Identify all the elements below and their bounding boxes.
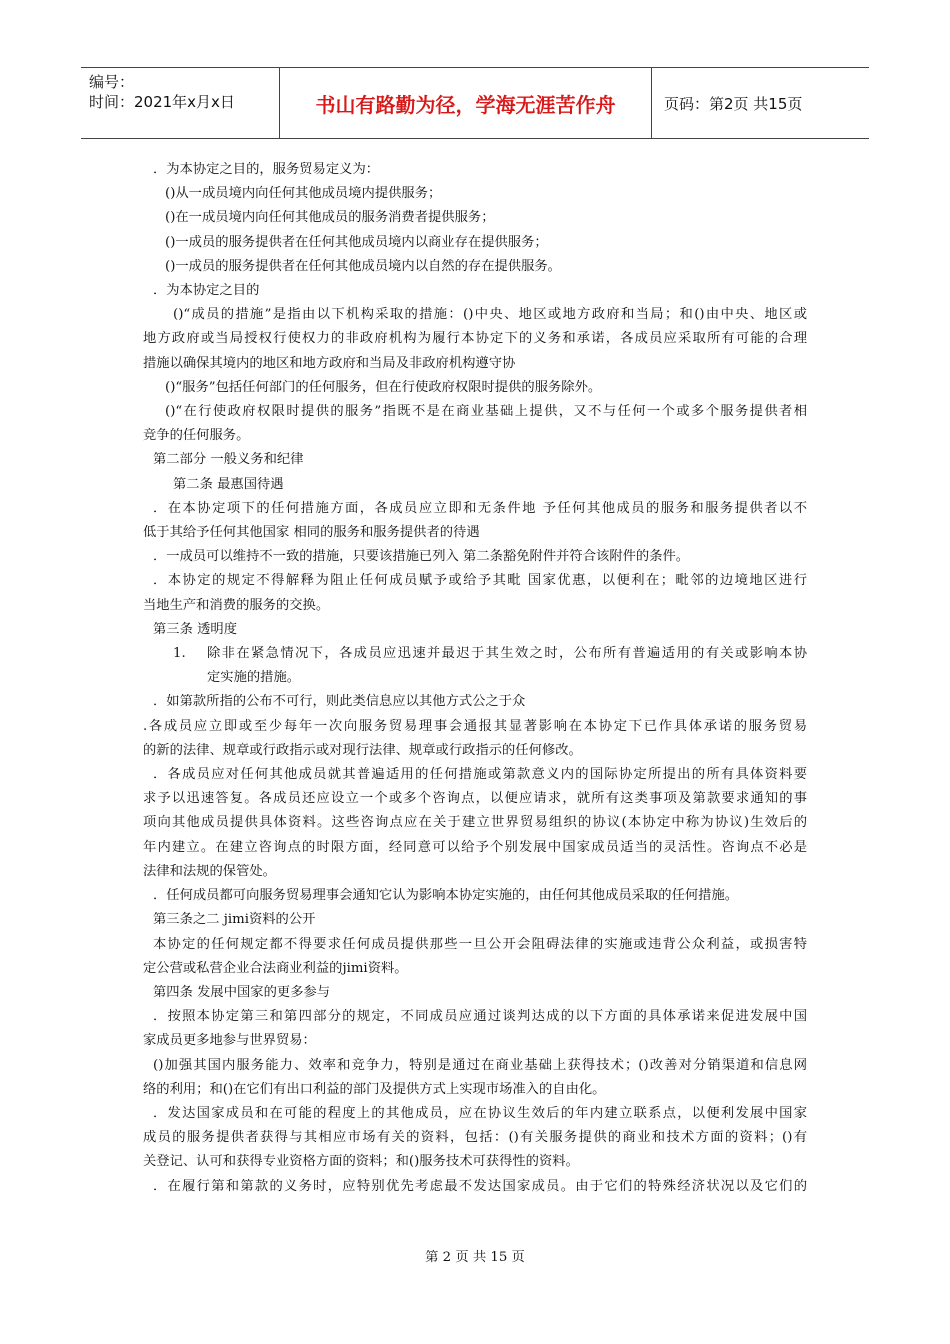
paragraph: ．发达国家成员和在可能的程度上的其他成员，应在协议生效后的年内建立联系点，以便利发展中国家 xyxy=(153,1105,807,1121)
paragraph: 当地生产和消费的服务的交换。 xyxy=(143,597,330,613)
paragraph: .各成员应立即或至少每年一次向服务贸易理事会通报其显著影响在本协定下已作具体承诺的服务贸易 xyxy=(143,718,807,734)
paragraph: ．本协定的规定不得解释为阻止任何成员赋予或给予其毗 国家优惠，以便利在；毗邻的边境地区进行 xyxy=(153,573,807,589)
paragraph: ．为本协定之目的 xyxy=(153,283,260,299)
paragraph: 除非在紧急情况下，各成员应迅速并最迟于其生效之时，公布所有普遍适用的有关或影响本协 xyxy=(207,646,807,662)
document-number-label: 编号： xyxy=(89,73,135,91)
article-heading: 第三条 透明度 xyxy=(153,621,238,637)
paragraph: ()“成员的措施”是指由以下机构采取的措施：()中央、地区或地方政府和当局；和()由中央、地区或 xyxy=(173,307,807,323)
paragraph: 定实施的措施。 xyxy=(207,670,301,686)
paragraph: 定公营或私营企业合法商业利益的jimi资料。 xyxy=(143,960,408,976)
paragraph: ．在本协定项下的任何措施方面，各成员应立即和无条件地 予任何其他成员的服务和服务提供者以不 xyxy=(153,500,807,516)
paragraph: 络的利用；和()在它们有出口利益的部门及提供方式上实现市场准入的自由化。 xyxy=(143,1081,606,1097)
page-header xyxy=(81,67,869,139)
paragraph: 措施以确保其境内的地区和地方政府和当局及非政府机构遵守协 xyxy=(143,355,516,371)
document-body xyxy=(143,158,807,1199)
paragraph: ()一成员的服务提供者在任何其他成员境内以商业存在提供服务； xyxy=(165,234,548,250)
paragraph: 年内建立。在建立咨询点的时限方面，经同意可以给予个别发展中国家成员适当的灵活性。咨询点不必是 xyxy=(143,839,807,855)
document-date-label: 时间：2021年x月x日 xyxy=(89,93,235,111)
section-heading: 第二部分 一般义务和纪律 xyxy=(153,452,304,468)
article-heading: 第二条 最惠国待遇 xyxy=(173,476,284,492)
header-meta xyxy=(81,68,280,138)
paragraph: 低于其给予任何其他国家 相同的服务和服务提供者的待遇 xyxy=(143,525,480,541)
page-footer: 第 2 页 共 15 页 xyxy=(425,1250,525,1265)
article-heading: 第四条 发展中国家的更多参与 xyxy=(153,984,331,1000)
paragraph: 地方政府或当局授权行使权力的非政府机构为履行本协定下的义务和承诺，各成员应采取所有可能的合理 xyxy=(143,331,807,347)
article-heading: 第三条之二 jimi资料的公开 xyxy=(153,912,316,928)
paragraph: ()“服务”包括任何部门的任何服务，但在行使政府权限时提供的服务除外。 xyxy=(165,379,602,395)
paragraph: 的新的法律、规章或行政指示或对现行法律、规章或行政指示的任何修改。 xyxy=(143,742,582,758)
paragraph: ()加强其国内服务能力、效率和竞争力，特别是通过在商业基础上获得技术；()改善对分销渠道和信息网 xyxy=(153,1057,807,1073)
paragraph: ()一成员的服务提供者在任何其他成员境内以自然的存在提供服务。 xyxy=(165,258,561,274)
paragraph: ()从一成员境内向任何其他成员境内提供服务； xyxy=(165,186,442,202)
paragraph: 竞争的任何服务。 xyxy=(143,428,250,444)
paragraph: 求予以迅速答复。各成员还应设立一个或多个咨询点，以便应请求，就所有这类事项及第款要求通知的事 xyxy=(143,791,807,807)
paragraph: ．各成员应对任何其他成员就其普遍适用的任何措施或第款意义内的国际协定所提出的所有具体资料要 xyxy=(153,767,807,783)
paragraph: 家成员更多地参与世界贸易： xyxy=(143,1033,316,1049)
paragraph: ()“在行使政府权限时提供的服务”指既不是在商业基础上提供，又不与任何一个或多个服务提供者相 xyxy=(165,404,807,420)
paragraph: 项向其他成员提供具体资料。这些咨询点应在关于建立世界贸易组织的协议(本协定中称为协议)生效后的 xyxy=(143,815,807,831)
paragraph: ．一成员可以维持不一致的措施，只要该措施已列入 第二条豁免附件并符合该附件的条件。 xyxy=(153,549,690,565)
paragraph: 本协定的任何规定都不得要求任何成员提供那些一旦公开会阻碍法律的实施或违背公众利益，或损害特 xyxy=(153,936,807,952)
header-page-info: 页码：第2页 共15页 xyxy=(664,94,803,113)
numbered-item xyxy=(143,642,807,690)
paragraph: ．按照本协定第三和第四部分的规定，不同成员应通过谈判达成的以下方面的具体承诺来促进发展中国 xyxy=(153,1009,807,1025)
paragraph: ．如第款所指的公布不可行，则此类信息应以其他方式公之于众 xyxy=(153,694,526,710)
paragraph: ．为本协定之目的，服务贸易定义为： xyxy=(153,162,380,177)
paragraph: 关登记、认可和获得专业资格方面的资料；和()服务技术可获得性的资料。 xyxy=(143,1154,579,1170)
item-number: 1. xyxy=(173,646,186,662)
paragraph: ．任何成员都可向服务贸易理事会通知它认为影响本协定实施的，由任何其他成员采取的任何措施。 xyxy=(153,888,739,904)
paragraph: ．在履行第和第款的义务时，应特别优先考虑最不发达国家成员。由于它们的特殊经济状况以及它们的 xyxy=(153,1178,807,1194)
paragraph: 成员的服务提供者获得与其相应市场有关的资料，包括：()有关服务提供的商业和技术方面的资料；()有 xyxy=(143,1130,807,1146)
paragraph: 法律和法规的保管处。 xyxy=(143,863,276,879)
header-motto: 书山有路勤为径，学海无涯苦作舟 xyxy=(280,68,652,138)
paragraph: ()在一成员境内向任何其他成员的服务消费者提供服务； xyxy=(165,210,495,226)
